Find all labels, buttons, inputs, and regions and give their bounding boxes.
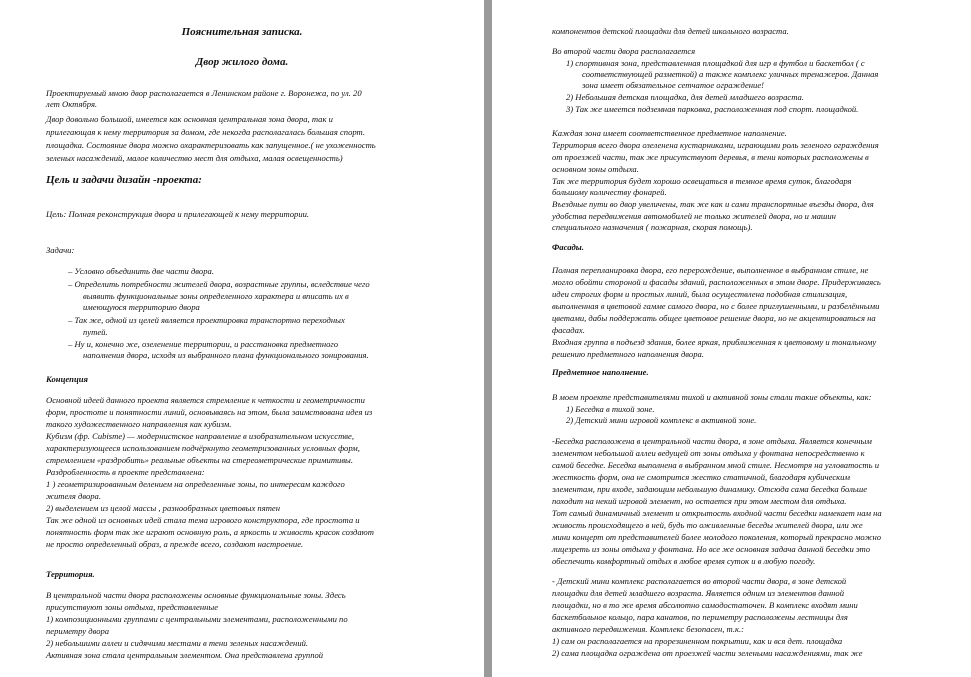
task-item: путей. xyxy=(83,327,108,337)
task-item: наполнения двора, исходя из выбранного плана функционального зонирования. xyxy=(83,350,369,360)
body-line: Каждая зона имеет соответственное предметное наполнение. xyxy=(552,128,787,138)
territory-line: 1) композиционными группами с центральными элементами, расположенными по xyxy=(46,614,348,624)
task-item: – Так же, одной из целей является проектировка транспортно переходных xyxy=(68,315,345,325)
gazebo-line: обеспечить комфортный отдых в любое время суток и в любую погоду. xyxy=(552,556,816,566)
territory-line: Активная зона стала центральным элементом. Она представлена группой xyxy=(46,650,324,660)
body-line: 3) Так же имеется подземная парковка, расположенная под спорт. площадкой. xyxy=(566,104,859,114)
facades-line: фасадах. xyxy=(552,325,585,335)
gazebo-line: элементам, при входе, задающим небольшую динамику. Отсюда сама беседка больше xyxy=(552,484,868,494)
body-line: большому количеству фонарей. xyxy=(552,187,667,197)
page-subtitle: Двор жилого дома. xyxy=(195,56,289,68)
concept-line: такого художественного направления как кубизм. xyxy=(46,419,232,429)
complex-line: - Детский мини комплекс располагается во второй части двора, в зоне детской xyxy=(552,576,847,586)
content-heading: Предметное наполнение. xyxy=(552,367,649,377)
body-line: Во второй части двора располагается xyxy=(552,46,696,56)
intro-line: Двор довольно большой, имеется как основная центральная зона двора, так и xyxy=(46,114,333,124)
body-line: 1) спортивная зона, представленная площадкой для игр в футбол и баскетбол ( с xyxy=(566,58,865,68)
concept-line: Так же одной из основных идей стала тема игрового конструктора, где простота и xyxy=(46,515,360,525)
task-item: имеющуюся территорию двора xyxy=(83,302,200,312)
right-page xyxy=(492,0,971,677)
intro-line: площадка. Состояние двора можно охарактеризовать как запущенное.( не ухоженность xyxy=(46,140,376,150)
territory-heading: Территория. xyxy=(46,569,95,579)
task-item: – Ну и, конечно же, озеленение территории, и расстановка предметного xyxy=(68,339,339,349)
concept-line: не просто определенный образ, а прежде всего, создают настроение. xyxy=(46,539,304,549)
body-line: Территория всего двора озеленена кустарниками, играющими роль зеленого ограждения xyxy=(552,140,879,150)
goal-text: Цель: Полная реконструкция двора и прилегающей к нему территории. xyxy=(46,209,310,219)
concept-line: Кубизм (фр. Cubisme) — модернистское направление в изобразительном искусстве, xyxy=(46,431,355,441)
intro-line: прилегающая к нему территория за домом, где некогда располагалась большая спорт. xyxy=(46,127,366,137)
gazebo-line: лицезреть из зоны отдыха у фонтана. Но все же основная задача данной беседки это xyxy=(552,544,871,554)
gazebo-line: Тот самый динамичный элемент и открытость входной части беседки намекает нам на xyxy=(552,508,882,518)
gazebo-line: мини концерт от представителей более молодого поколения, который прекрасно можно xyxy=(552,532,882,542)
concept-line: Основной идеей данного проекта является стремление к четкости и геометричности xyxy=(46,395,365,405)
facades-line: выполненная в цветовой гамме самого двора, но с более приглушенными, и разбелёнными xyxy=(552,301,880,311)
territory-line: В центральной части двора расположены основные функциональные зоны. Здесь xyxy=(46,590,346,600)
intro-line: Проектируемый мною двор располагается в Ленинском районе г. Воронежа, по ул. 20 xyxy=(46,88,362,98)
body-line: от проезжей части, так же присутствуют деревья, в тени которых расположены в xyxy=(552,152,869,162)
page-gutter xyxy=(484,0,492,677)
concept-line: форм, простоте и понятности линий, основываясь на этом, была заимствована идея из xyxy=(46,407,373,417)
body-line: соответствующей разметкой) а также комплекс уличных тренажеров. Данная xyxy=(582,69,879,79)
facades-line: решению предметного наполнения двора. xyxy=(552,349,704,359)
gazebo-line: походит на некий игровой элемент, но остается при этом местом для отдыха. xyxy=(552,496,847,506)
gazebo-line: жесткость форм, она не смотрится жестко статичной, благодаря кубическим xyxy=(552,472,850,482)
complex-line: активного передвижения. Комплекс безопасен, т.к.: xyxy=(552,624,745,634)
territory-line: 2) небольшими аллеи и сидячими местами в тени зеленых насаждений. xyxy=(46,638,309,648)
facades-line: цветами, дабы поддержать общее цветовое решение двора, но не акцентироваться на xyxy=(552,313,876,323)
territory-line: присутствуют зоны отдыха, представленные xyxy=(46,602,219,612)
task-item: выявить функциональные зоны определенного характера и вписать их в xyxy=(83,291,349,301)
content-intro-line: 1) Беседка в тихой зоне. xyxy=(566,404,655,414)
task-item: – Определить потребности жителей двора, возрастные группы, вследствие чего xyxy=(68,279,370,289)
left-page xyxy=(0,0,484,677)
concept-line: понятность форм так же играют основную роль, а яркость и живость красок создают xyxy=(46,527,374,537)
concept-line: 1 ) геометризированным делением на определенные зоны, по интересам каждого xyxy=(46,479,345,489)
gazebo-line: самой беседке. Беседка выполнена в выбранном мной стиле. Несмотря на угловатость и xyxy=(552,460,879,470)
facades-line: Входная группа в подъезд здания, более яркая, приближенная к цветовому и тональному xyxy=(552,337,877,347)
content-intro-line: 2) Детский мини игровой комплекс в активной зоне. xyxy=(566,415,757,425)
task-item: – Условно объединить две части двора. xyxy=(68,266,214,276)
gazebo-line: элементом небольшой аллеи ведущей от зоны отдыха у фонтана непосредственно к xyxy=(552,448,865,458)
body-line: специального назначения ( пожарная, скорая помощь). xyxy=(552,222,753,232)
gazebo-line: живость происходящего в ней, будь то оживленные беседы жителей двора, или же xyxy=(552,520,863,530)
content-intro-line: В моем проекте представителями тихой и активной зоны стали такие объекты, как: xyxy=(552,392,872,402)
concept-line: жителя двора. xyxy=(46,491,101,501)
complex-line: 2) сама площадка ограждена от проезжей части зелеными насаждениями, так же xyxy=(552,648,863,658)
territory-line: периметру двора xyxy=(46,626,110,636)
concept-line: характеризующееся использованием подчёркнуто геометризованных условных форм, xyxy=(46,443,360,453)
concept-heading: Концепция xyxy=(46,374,88,384)
concept-line: 2) выделением из целой массы , разнообразных цветовых пятен xyxy=(46,503,280,513)
body-line: Въездные пути во двор увеличены, так же как и сами транспортные въезды двора, для xyxy=(552,199,874,209)
complex-line: площадки, но в то же время абсолютно самодостаточен. В комплекс входят мини xyxy=(552,600,858,610)
intro-line: лет Октября. xyxy=(46,99,98,109)
intro-line: зеленых насаждений, малое количество мест для отдыха, малая освещенность) xyxy=(46,153,343,163)
body-line: основном зоны отдыха. xyxy=(552,164,639,174)
body-line: 2) Небольшая детская площадка, для детей младшего возраста. xyxy=(566,92,804,102)
tasks-label: Задачи: xyxy=(46,245,75,255)
concept-line: Раздробленность в проекте представлена: xyxy=(46,467,205,477)
page-title: Пояснительная записка. xyxy=(181,26,303,38)
body-line: компонентов детской площадки для детей школьного возраста. xyxy=(552,26,789,36)
facades-line: Полная перепланировка двора, его перерождение, выполненное в выбранном стиле, не xyxy=(552,265,869,275)
facades-heading: Фасады. xyxy=(552,242,584,252)
gazebo-line: -Беседка расположена в центральной части двора, в зоне отдыха. Является конечным xyxy=(552,436,872,446)
goals-heading: Цель и задачи дизайн -проекта: xyxy=(46,174,202,186)
complex-line: баскетбольное кольцо, пара канатов, по периметру расположены лестницы для xyxy=(552,612,848,622)
facades-line: идеи строгих форм и простых линий, была осуществлена подобная стилизация, xyxy=(552,289,848,299)
complex-line: 1) сам он располагается на прорезиненном покрытии, как и вся дет. площадка xyxy=(552,636,843,646)
body-line: удобства передвижения автомобилей не только жителей двора, но и машин xyxy=(552,211,836,221)
concept-line: стремлением «раздробить» реальные объекты на стереометрические примитивы. xyxy=(46,455,354,465)
body-line: зона имеет обязательное сетчатое ограждение! xyxy=(582,80,765,90)
facades-line: могло обойти стороной и фасады зданий, расположенных в этом дворе. Придерживаясь xyxy=(552,277,881,287)
complex-line: площадки для детей младшего возраста. Является одним из элементов данной xyxy=(552,588,845,598)
body-line: Так же территория будет хорошо освещаться в темное время суток, благодаря xyxy=(552,176,852,186)
